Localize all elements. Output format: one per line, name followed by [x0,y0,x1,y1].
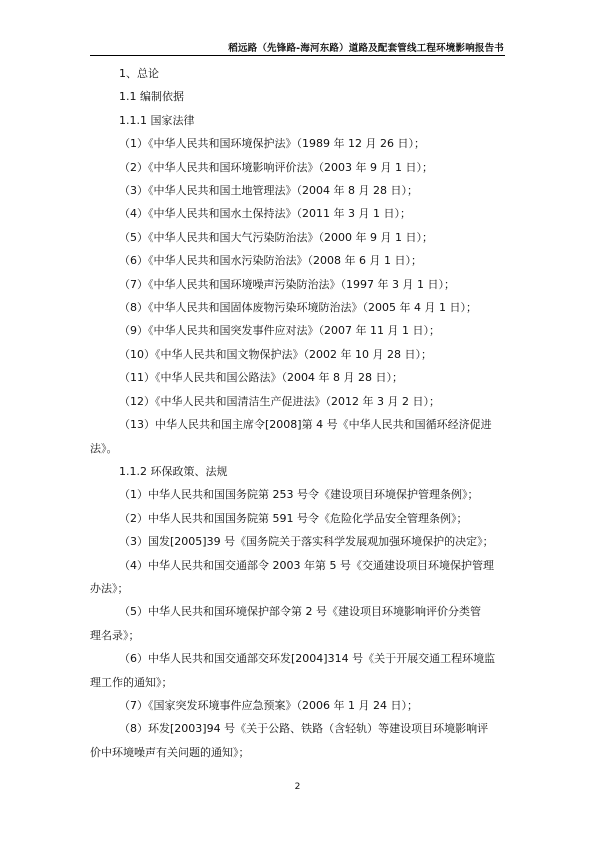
law-item-continuation: 法》。 [90,441,118,455]
law-item: （10）《中华人民共和国文物保护法》（2002 年 10 月 28 日）； [119,347,432,361]
body-text [90,62,506,764]
heading-1: 1、总论 [119,67,159,80]
running-header: 稻远路（先锋路-海河东路）道路及配套管线工程环境影响报告书 [228,43,504,54]
law-item: （13）中华人民共和国主席令[2008]第 4 号《中华人民共和国循环经济促进 [119,418,492,432]
policy-item-continuation: 办法》； [90,581,129,595]
policy-item: （5）中华人民共和国环境保护部令第 2 号《建设项目环境影响评价分类管 [119,605,481,619]
law-item: （7）《中华人民共和国环境噪声污染防治法》（1997 年 3 月 1 日）； [119,277,455,291]
law-item: （8）《中华人民共和国固体废物污染环境防治法》（2005 年 4 月 1 日）； [119,301,477,315]
policy-item: （8）环发[2003]94 号《关于公路、铁路（含轻轨）等建设项目环境影响评 [119,722,489,736]
law-item: （2）《中华人民共和国环境影响评价法》（2003 年 9 月 1 日）； [119,160,433,174]
law-item: （12）《中华人民共和国清洁生产促进法》（2012 年 3 月 2 日）； [119,394,440,408]
policy-item: （7）《国家突发环境事件应急预案》（2006 年 1 月 24 日）； [119,698,418,712]
law-item: （9）《中华人民共和国突发事件应对法》（2007 年 11 月 1 日）； [119,324,440,338]
law-item: （11）《中华人民共和国公路法》（2004 年 8 月 28 日）； [119,371,403,385]
heading-1-1: 1.1 编制依据 [119,90,184,104]
law-item: （6）《中华人民共和国水污染防治法》（2008 年 6 月 1 日）； [119,254,422,268]
policy-item-continuation: 理名录》； [90,628,140,642]
policy-item: （6）中华人民共和国交通部交环发[2004]314 号《关于开展交通工程环境监 [119,652,496,666]
policy-item: （4）中华人民共和国交通部令 2003 年第 5 号《交通建设项目环境保护管理 [119,558,494,572]
policy-item: （1）中华人民共和国国务院第 253 号令《建设项目环境保护管理条例》； [119,488,479,502]
header-rule [90,55,505,56]
heading-1-1-1: 1.1.1 国家法律 [119,113,195,127]
policy-item: （3）国发[2005]39 号《国务院关于落实科学发展观加强环境保护的决定》； [119,535,494,549]
policy-item-continuation: 价中环境噪声有关问题的通知》； [90,745,250,759]
policy-item: （2）中华人民共和国国务院第 591 号令《危险化学品安全管理条例》； [119,511,468,525]
policy-item-continuation: 理工作的通知》； [90,675,173,689]
law-item: （4）《中华人民共和国水土保持法》（2011 年 3 月 1 日）； [119,207,411,221]
heading-1-1-2: 1.1.2 环保政策、法规 [119,464,228,478]
law-item: （1）《中华人民共和国环境保护法》（1989 年 12 月 26 日）； [119,137,425,151]
page-number: 2 [294,782,301,792]
law-item: （3）《中华人民共和国土地管理法》（2004 年 8 月 28 日）； [119,184,418,198]
law-item: （5）《中华人民共和国大气污染防治法》（2000 年 9 月 1 日）； [119,230,433,244]
